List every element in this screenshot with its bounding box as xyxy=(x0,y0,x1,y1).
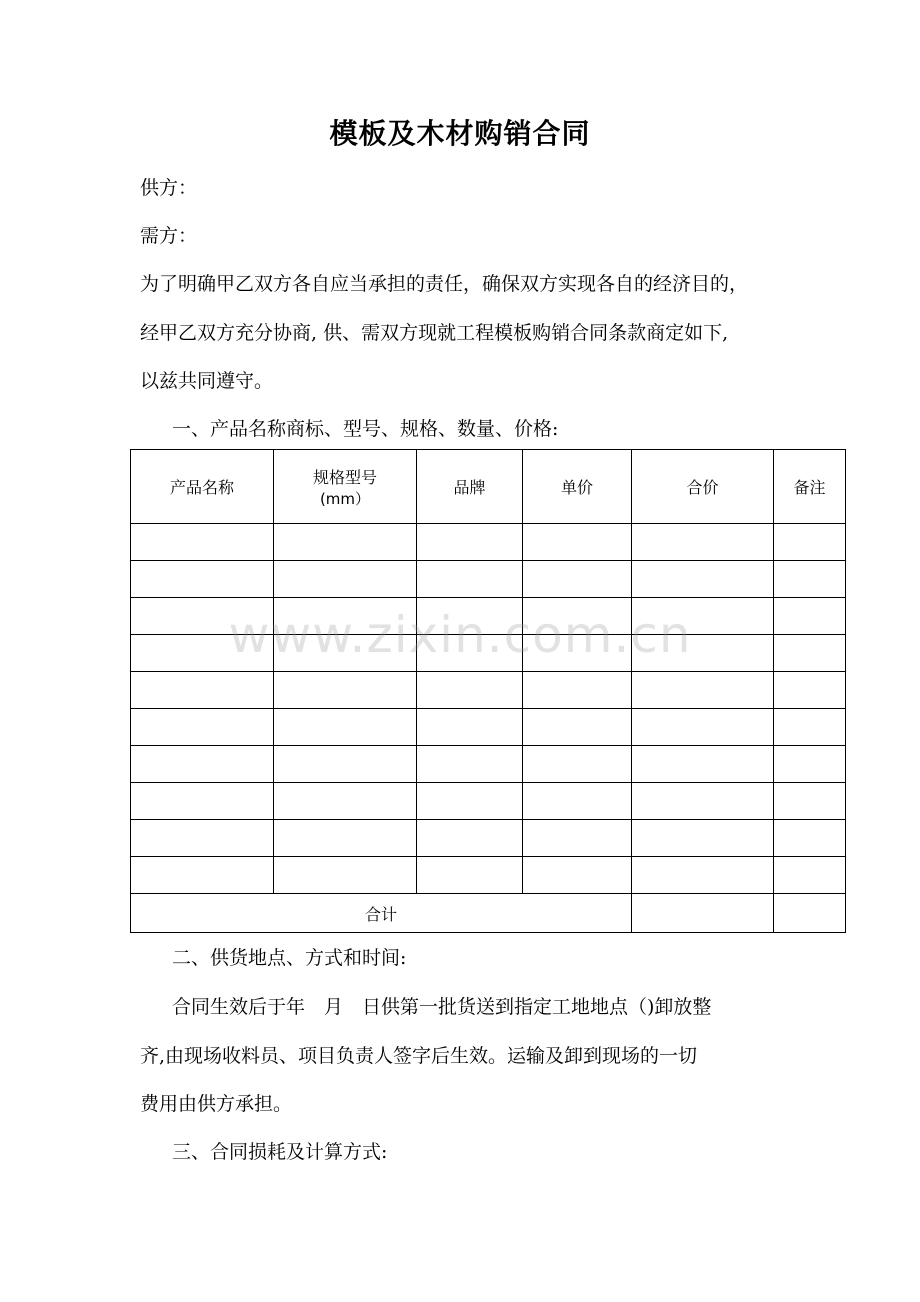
total-remark-cell[interactable] xyxy=(774,894,846,933)
intro-line-2: 经甲乙双方充分协商, 供、需双方现就工程模板购销合同条款商定如下, xyxy=(140,322,729,344)
cell-brand[interactable] xyxy=(417,672,523,709)
header-brand: 品牌 xyxy=(417,450,523,524)
cell-brand[interactable] xyxy=(417,783,523,820)
header-spec-label: 规格型号 xyxy=(312,467,377,487)
table-header-row xyxy=(131,450,846,524)
document-title: 模板及木材购销合同 xyxy=(329,117,591,150)
cell-spec[interactable] xyxy=(274,561,417,598)
cell-unit-price[interactable] xyxy=(523,635,632,672)
cell-remark[interactable] xyxy=(774,857,846,894)
table-row xyxy=(131,598,846,635)
section-1-heading: 一、产品名称商标、型号、规格、数量、价格: xyxy=(172,418,559,440)
cell-brand[interactable] xyxy=(417,635,523,672)
cell-spec[interactable] xyxy=(274,820,417,857)
table-row xyxy=(131,783,846,820)
section-2-heading: 二、供货地点、方式和时间: xyxy=(172,947,407,969)
cell-brand[interactable] xyxy=(417,598,523,635)
cell-name[interactable] xyxy=(131,709,274,746)
cell-total-price[interactable] xyxy=(632,857,774,894)
intro-line-3: 以兹共同遵守。 xyxy=(140,370,274,392)
cell-spec[interactable] xyxy=(274,598,417,635)
cell-total-price[interactable] xyxy=(632,709,774,746)
cell-name[interactable] xyxy=(131,635,274,672)
table-row xyxy=(131,709,846,746)
cell-remark[interactable] xyxy=(774,672,846,709)
cell-total-price[interactable] xyxy=(632,561,774,598)
cell-total-price[interactable] xyxy=(632,524,774,561)
cell-unit-price[interactable] xyxy=(523,524,632,561)
cell-remark[interactable] xyxy=(774,598,846,635)
cell-brand[interactable] xyxy=(417,857,523,894)
cell-unit-price[interactable] xyxy=(523,598,632,635)
cell-name[interactable] xyxy=(131,857,274,894)
cell-remark[interactable] xyxy=(774,561,846,598)
header-spec-unit: (mm） xyxy=(319,489,371,508)
intro-line-1: 为了明确甲乙双方各自应当承担的责任，确保双方实现各自的经济目的， xyxy=(140,273,749,295)
header-remark: 备注 xyxy=(774,450,846,524)
cell-total-price[interactable] xyxy=(632,746,774,783)
cell-spec[interactable] xyxy=(274,746,417,783)
cell-unit-price[interactable] xyxy=(523,857,632,894)
cell-unit-price[interactable] xyxy=(523,672,632,709)
cell-total-price[interactable] xyxy=(632,635,774,672)
section-2-line-2: 齐,由现场收料员、项目负责人签字后生效。运输及卸到现场的一切 xyxy=(140,1045,698,1067)
cell-brand[interactable] xyxy=(417,709,523,746)
cell-spec[interactable] xyxy=(274,783,417,820)
header-product-name: 产品名称 xyxy=(131,450,274,524)
total-label: 合计 xyxy=(131,894,632,933)
cell-name[interactable] xyxy=(131,561,274,598)
header-total-price: 合价 xyxy=(632,450,774,524)
cell-remark[interactable] xyxy=(774,820,846,857)
cell-total-price[interactable] xyxy=(632,820,774,857)
cell-brand[interactable] xyxy=(417,524,523,561)
cell-spec[interactable] xyxy=(274,672,417,709)
table-row xyxy=(131,524,846,561)
supplier-label: 供方： xyxy=(140,177,198,199)
cell-remark[interactable] xyxy=(774,709,846,746)
table-row xyxy=(131,820,846,857)
product-table xyxy=(130,449,846,933)
cell-unit-price[interactable] xyxy=(523,820,632,857)
buyer-label: 需方： xyxy=(140,225,198,247)
cell-remark[interactable] xyxy=(774,635,846,672)
section-2-line-3: 费用由供方承担。 xyxy=(140,1093,293,1115)
cell-name[interactable] xyxy=(131,783,274,820)
cell-brand[interactable] xyxy=(417,561,523,598)
cell-spec[interactable] xyxy=(274,524,417,561)
cell-name[interactable] xyxy=(131,820,274,857)
cell-name[interactable] xyxy=(131,524,274,561)
table-row xyxy=(131,635,846,672)
table-row xyxy=(131,672,846,709)
cell-unit-price[interactable] xyxy=(523,783,632,820)
cell-name[interactable] xyxy=(131,746,274,783)
header-spec-model xyxy=(274,450,417,524)
total-price-cell[interactable] xyxy=(632,894,774,933)
cell-spec[interactable] xyxy=(274,635,417,672)
cell-unit-price[interactable] xyxy=(523,746,632,783)
cell-spec[interactable] xyxy=(274,857,417,894)
table-row xyxy=(131,857,846,894)
section-2-line-1: 合同生效后于年 月 日供第一批货送到指定工地地点（)卸放整 xyxy=(172,996,712,1018)
cell-remark[interactable] xyxy=(774,783,846,820)
table-total-row xyxy=(131,894,846,933)
cell-spec[interactable] xyxy=(274,709,417,746)
cell-total-price[interactable] xyxy=(632,598,774,635)
table-row xyxy=(131,746,846,783)
header-unit-price: 单价 xyxy=(523,450,632,524)
cell-total-price[interactable] xyxy=(632,672,774,709)
cell-unit-price[interactable] xyxy=(523,561,632,598)
cell-total-price[interactable] xyxy=(632,783,774,820)
cell-remark[interactable] xyxy=(774,524,846,561)
cell-name[interactable] xyxy=(131,672,274,709)
section-3-heading: 三、合同损耗及计算方式: xyxy=(172,1141,388,1163)
cell-brand[interactable] xyxy=(417,746,523,783)
cell-remark[interactable] xyxy=(774,746,846,783)
table-row xyxy=(131,561,846,598)
watermark: www.zixin.com.cn xyxy=(228,606,692,664)
cell-unit-price[interactable] xyxy=(523,709,632,746)
cell-name[interactable] xyxy=(131,598,274,635)
cell-brand[interactable] xyxy=(417,820,523,857)
